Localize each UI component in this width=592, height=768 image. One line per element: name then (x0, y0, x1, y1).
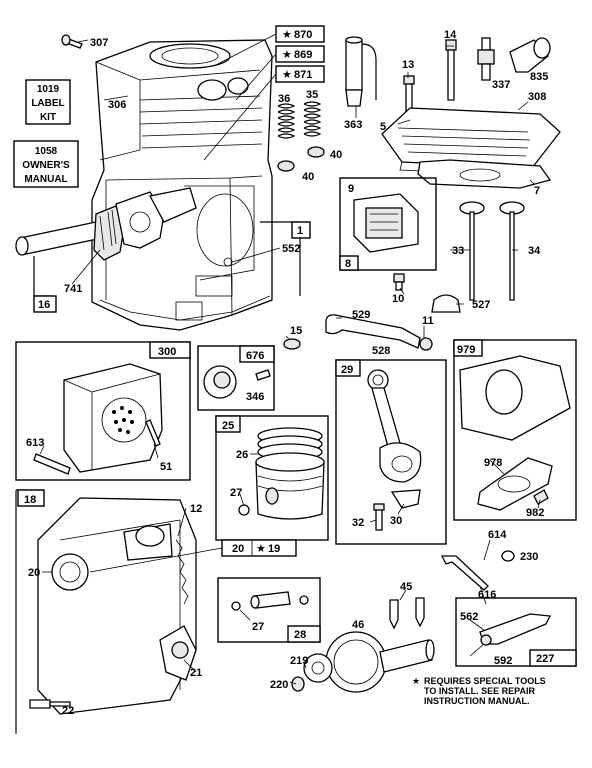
label-20: 20 (28, 567, 41, 579)
label-26: 26 (236, 449, 249, 461)
star-870: ★ (282, 29, 292, 41)
label-307: 307 (90, 37, 109, 49)
label-27a: 27 (230, 487, 243, 499)
label-230: 230 (520, 551, 539, 563)
label-1: 1 (297, 225, 304, 237)
owners-manual-line2: OWNER'S (22, 160, 70, 171)
box-18-crankcase-cover (16, 490, 196, 734)
label-337: 337 (492, 79, 511, 91)
screw-10 (394, 274, 404, 290)
label-45: 45 (400, 581, 413, 593)
footnote-line1: REQUIRES SPECIAL TOOLS (424, 676, 546, 686)
label-kit-line3: KIT (39, 112, 57, 123)
label-29: 29 (341, 364, 354, 376)
label-871: 871 (294, 69, 313, 81)
label-32: 32 (352, 517, 365, 529)
linkage-616 (442, 551, 514, 590)
label-12: 12 (190, 503, 203, 515)
label-kit-line2: LABEL (31, 98, 65, 109)
breather-363 (346, 37, 376, 106)
owners-manual-number: 1058 (34, 146, 58, 157)
footnote-line2: TO INSTALL. SEE REPAIR (424, 686, 536, 696)
label-528: 528 (372, 345, 391, 357)
label-835: 835 (530, 71, 549, 83)
label-20-box: 20 (232, 543, 245, 555)
label-16: 16 (38, 299, 51, 311)
box-227-governor (456, 598, 576, 666)
label-616: 616 (478, 589, 497, 601)
bolt-14 (446, 40, 456, 100)
label-219: 219 (290, 655, 309, 667)
label-527: 527 (472, 299, 491, 311)
label-227: 227 (536, 653, 555, 665)
label-869: 869 (294, 49, 313, 61)
label-613: 613 (26, 437, 45, 449)
label-5: 5 (380, 121, 387, 133)
label-870: 870 (294, 29, 313, 41)
tappets-45 (390, 598, 424, 628)
label-11: 11 (422, 315, 434, 327)
footnote-star: ★ (412, 676, 421, 686)
label-614: 614 (488, 529, 507, 541)
label-28: 28 (294, 629, 307, 641)
label-30: 30 (390, 515, 403, 527)
label-979: 979 (457, 344, 476, 356)
muffler-box-300 (16, 342, 190, 480)
label-9: 9 (348, 183, 355, 195)
label-978: 978 (484, 457, 503, 469)
label-22: 22 (62, 705, 75, 717)
bolt-13 (404, 76, 414, 112)
label-562: 562 (460, 611, 479, 623)
label-kit-box (26, 80, 70, 124)
label-306: 306 (108, 99, 127, 111)
label-40b: 40 (302, 171, 315, 183)
label-15: 15 (290, 325, 303, 337)
label-36: 36 (278, 93, 291, 105)
plug-boot-835 (510, 38, 550, 72)
label-14: 14 (444, 29, 457, 41)
label-51: 51 (160, 461, 173, 473)
label-18: 18 (24, 494, 37, 506)
label-10: 10 (392, 293, 405, 305)
box-25-piston (216, 416, 328, 540)
box-979 (454, 340, 576, 520)
owners-manual-line3: MANUAL (24, 174, 68, 185)
label-19: 19 (268, 543, 281, 555)
label-741: 741 (64, 283, 83, 295)
label-35: 35 (306, 89, 319, 101)
label-33: 33 (452, 245, 465, 257)
label-552: 552 (282, 243, 301, 255)
label-34: 34 (528, 245, 541, 257)
clamp-527 (432, 295, 460, 312)
label-982: 982 (526, 507, 545, 519)
label-46: 46 (352, 619, 365, 631)
label-40a: 40 (330, 149, 343, 161)
owners-manual-box (14, 141, 78, 187)
label-676: 676 (246, 350, 265, 362)
special-tools-footnote (412, 676, 546, 706)
label-300: 300 (158, 346, 177, 358)
footnote-line3: INSTRUCTION MANUAL. (424, 696, 530, 706)
label-kit-number: 1019 (36, 84, 60, 95)
label-220: 220 (270, 679, 289, 691)
label-592: 592 (494, 655, 513, 667)
valves (460, 202, 524, 300)
label-25: 25 (222, 420, 235, 432)
label-529: 529 (352, 309, 371, 321)
label-308: 308 (528, 91, 547, 103)
star-871: ★ (282, 69, 292, 81)
star-869: ★ (282, 49, 292, 61)
spark-plug-337 (478, 38, 494, 80)
spring-15 (284, 339, 300, 349)
label-21: 21 (190, 667, 203, 679)
label-363: 363 (344, 119, 363, 131)
label-8: 8 (345, 258, 352, 270)
cylinder-block (92, 40, 272, 330)
valve-springs (278, 102, 324, 171)
label-346: 346 (246, 391, 265, 403)
label-13: 13 (402, 59, 415, 71)
label-7: 7 (534, 185, 541, 197)
label-27b: 27 (252, 621, 265, 633)
star-19: ★ (256, 543, 266, 555)
